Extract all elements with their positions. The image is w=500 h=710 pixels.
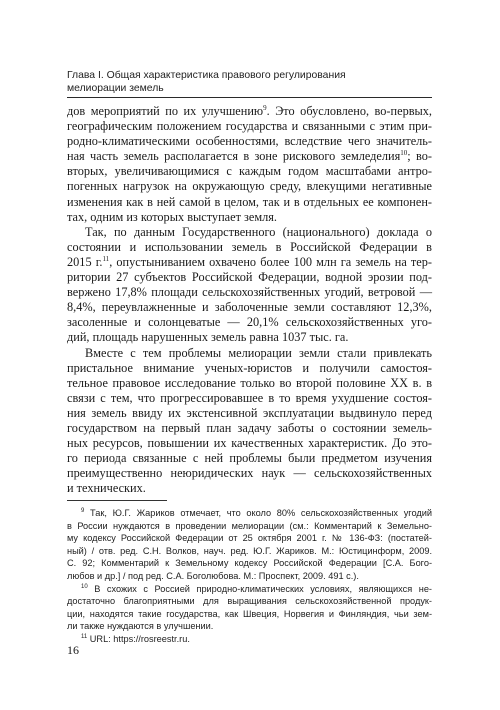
text-line: 2015 г.$^{11}$, опустыниванием охвачено более 100 млн га земель на тер- xyxy=(67,254,432,269)
footnote-url-link[interactable]: URL: https://rosreestr.ru. xyxy=(89,633,190,644)
text-line: государством на первый план задачу заботы о состоянии земель- xyxy=(67,420,432,435)
footnotes xyxy=(67,507,432,646)
footnote-9 xyxy=(67,507,432,583)
footnote-line xyxy=(67,633,432,646)
text-line: ная часть земель располагается в зоне рискового земледелия$^{10}$; во- xyxy=(67,149,432,164)
footnote-line: ли также нуждаются в улучшении. xyxy=(67,621,214,632)
page-number: 16 xyxy=(67,643,79,657)
paragraph-3 xyxy=(67,346,432,497)
footnote-separator xyxy=(67,500,167,501)
text-line: дий, площадь нарушенных земель равна 1037 тыс. га. xyxy=(67,330,349,345)
footnote-mark: 10 xyxy=(81,583,88,590)
text-line: го периода связанные с ней проблемы были предметом изучения xyxy=(67,451,432,466)
footnote-line: $^{10}$ В схожих с Россией природно-климатических условиях, являющихся не- xyxy=(81,583,432,594)
text-line: ных ресурсов, повышении их качественных характеристик. До это- xyxy=(67,436,432,451)
text-line: связи с тем, что прогрессировавшее в то время ухудшение состоя- xyxy=(67,390,432,405)
footnote-line: ный) / отв. ред. С.Н. Волков, науч. ред. Ю.Г. Жариков. М.: Юстицинформ, 2009. xyxy=(67,545,432,556)
text-line: Вместе с тем проблемы мелиорации земли стали привлекать xyxy=(85,345,432,360)
footnote-10 xyxy=(67,583,432,633)
footnote-line: му кодексу Российской Федерации от 25 октября 2001 г. № 136-ФЗ: (постатей- xyxy=(67,533,432,544)
text-line: пристальное внимание ученых-юристов и получили самостоя- xyxy=(67,360,432,375)
text-line: дов мероприятий по их улучшению$^9$. Это обусловлено, во-первых, xyxy=(67,103,433,118)
text-line: тах, одним из которых выступает земля. xyxy=(67,209,277,224)
footnote-line: любов и др.] / под ред. С.А. Боголюбова. М.: Проспект, 2009. 491 с.). xyxy=(67,570,359,581)
paragraph-2 xyxy=(67,225,432,346)
text-line: 8,4%, переувлажненные и заболоченные земли составляют 12,3%, xyxy=(67,300,432,315)
text-line: преимущественно неюридических наук — сельскохозяйственных xyxy=(67,466,432,481)
text-line: вержено 17,8% площади сельскохозяйственных угодий, ветровой — xyxy=(67,285,432,300)
text-line: географическим положением государства и связанными с этим при- xyxy=(67,119,432,134)
text-line: и технических. xyxy=(67,481,146,496)
footnote-ref-9[interactable]: 9 xyxy=(263,103,267,112)
body-text xyxy=(67,104,432,496)
footnote-mark: 9 xyxy=(81,507,85,514)
text-line: изменения как в ней самой в целом, так и в отдельных ее компонен- xyxy=(67,194,432,209)
footnote-ref-10[interactable]: 10 xyxy=(400,149,408,158)
running-head xyxy=(67,70,432,95)
text-line: родно-климатическими особенностями, вследствие чего значитель- xyxy=(67,134,432,149)
header-rule xyxy=(67,97,432,98)
text-line: вторых, увеличивающимися с каждым годом масштабами антро- xyxy=(67,164,433,179)
footnote-line: С. 92; Комментарий к Земельному кодексу Российской Федерации [С.А. Бого- xyxy=(67,558,432,569)
running-head-line-2: мелиорации земель xyxy=(67,82,164,94)
footnote-line: достаточно благоприятными для выращивания сельскохозяйственной продук- xyxy=(67,596,432,607)
footnote-ref-11[interactable]: 11 xyxy=(102,254,110,263)
text-line: тельное правовое исследование только во второй половине XX в. в xyxy=(67,375,432,390)
text-line: Так, по данным Государственного (национального) доклада о xyxy=(85,224,432,239)
text-line: ритории 27 субъектов Российской Федерации, водной эрозии под- xyxy=(67,270,432,285)
running-head-line-1: Глава I. Общая характеристика правового регулирования xyxy=(67,70,346,81)
text-line: ния земель ввиду их экстенсивной эксплуатации выдвинуло перед xyxy=(67,405,432,420)
text-line: засоленные и солонцеватые — 20,1% сельскохозяйственных уго- xyxy=(67,315,432,330)
text-line: состоянии и использовании земель в Российской Федерации в xyxy=(67,239,432,254)
footnote-line: $^9$ Так, Ю.Г. Жариков отмечает, что около 80% сельскохозяйственных угодий xyxy=(81,507,432,518)
text-line: погенных нагрузок на окружающую среду, влекущими негативные xyxy=(67,179,432,194)
paragraph-1 xyxy=(67,104,432,225)
footnote-mark: 11 xyxy=(81,633,88,640)
footnote-line: ции, находятся такие государства, как Швеция, Норвегия и Финляндия, чьи зем- xyxy=(67,608,432,619)
footnote-line: в России нуждаются в проведении мелиорации (см.: Комментарий к Земельно- xyxy=(67,520,432,531)
footnote-11 xyxy=(67,633,432,646)
